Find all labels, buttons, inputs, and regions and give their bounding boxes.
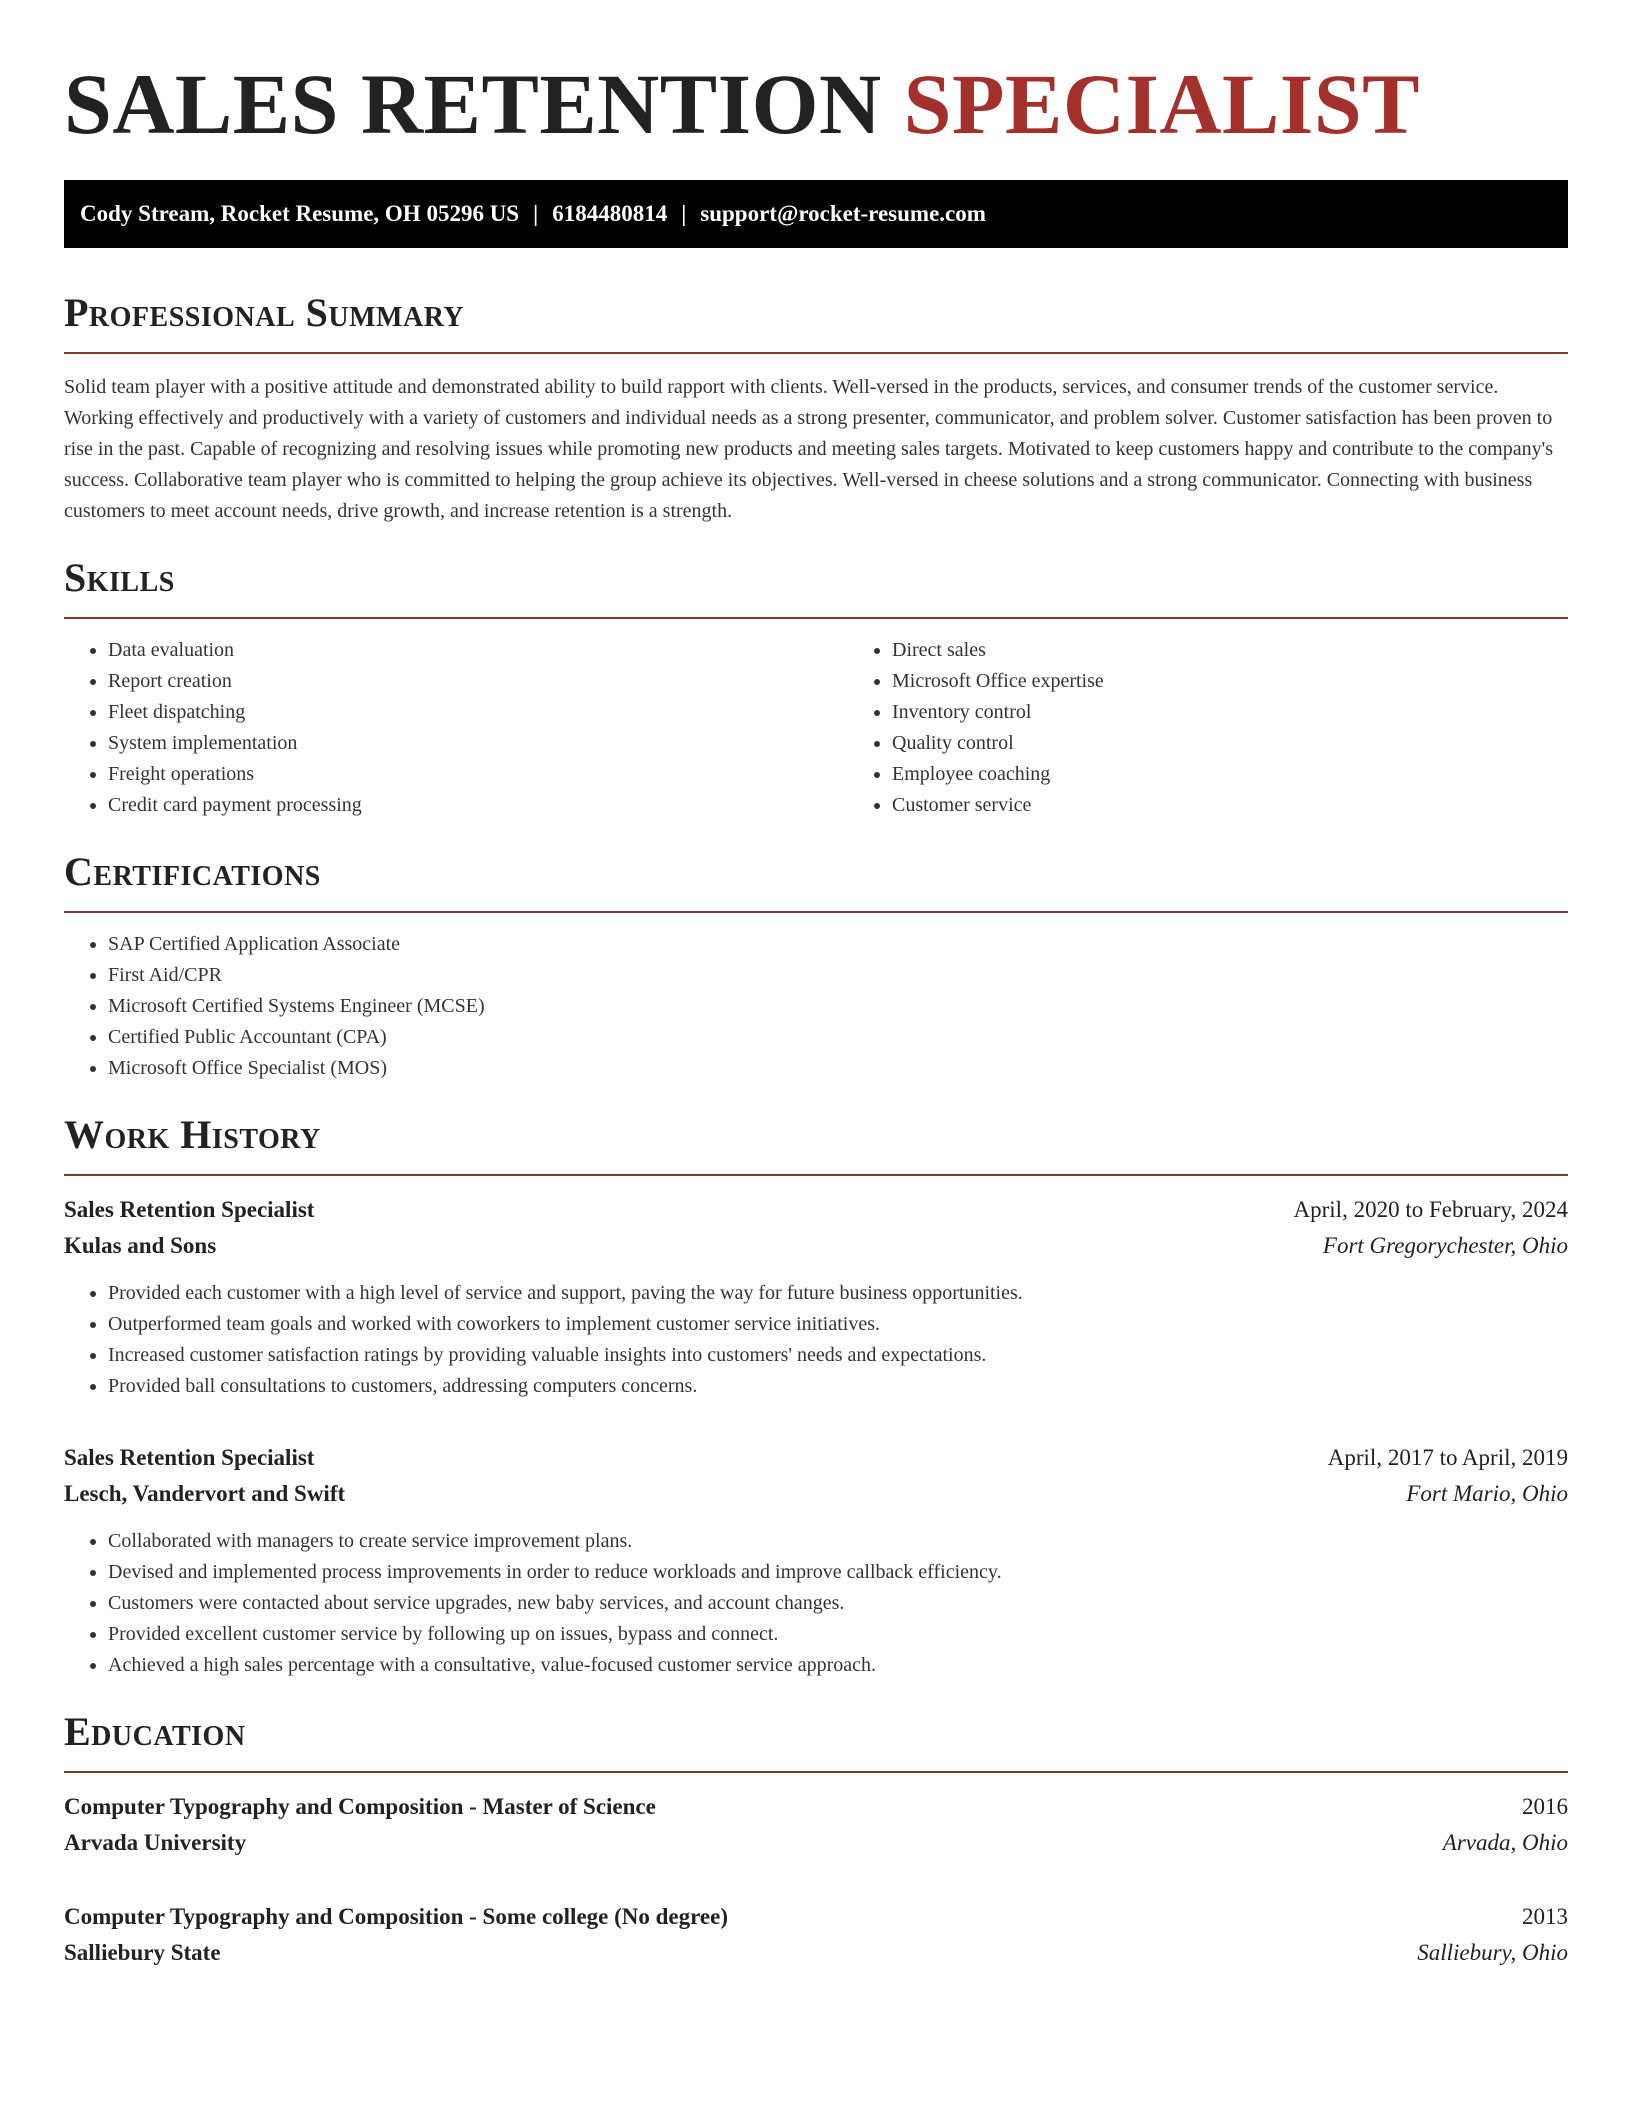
certification-item: • Microsoft Certified Systems Engineer (MCSE) [108,991,1568,1022]
skill-item: • Fleet dispatching [108,697,848,728]
skill-item: • Microsoft Office expertise [892,666,1632,697]
job-bullet: • Provided ball consultations to customers, addressing computers concerns. [108,1371,1568,1402]
contact-phone: 6184480814 [552,201,668,226]
education-school-row [64,1935,1568,1971]
education-section [64,1709,1568,1971]
certification-item: • Certified Public Accountant (CPA) [108,1022,1568,1053]
job-bullet: • Outperformed team goals and worked with coworkers to implement customer service initiatives. [108,1309,1568,1340]
job-bullet: • Devised and implemented process improvements in order to reduce workloads and improve callback efficiency. [108,1557,1568,1588]
skill-item: • Inventory control [892,697,1632,728]
job-location: Fort Gregorychester, Ohio [1322,1233,1568,1258]
contact-separator: | [681,201,687,226]
job-company-row [64,1476,1568,1512]
skill-item: • Report creation [108,666,848,697]
education-school: Arvada University [64,1830,247,1855]
section-divider [64,352,1568,354]
summary-section [64,290,1568,527]
job-title: Sales Retention Specialist [64,1445,315,1470]
job-dates: April, 2020 to February, 2024 [1293,1197,1568,1222]
resume-title [64,0,1568,154]
contact-bar [64,180,1568,248]
education-year: 2016 [1522,1794,1568,1819]
certifications-list [64,929,1568,1084]
title-main: SALES RETENTION [64,56,882,152]
job-company-row [64,1228,1568,1264]
title-accent: SPECIALIST [903,56,1421,152]
certification-item: • First Aid/CPR [108,960,1568,991]
education-year: 2013 [1522,1904,1568,1929]
section-heading: Certifications [64,849,321,894]
job-dates: April, 2017 to April, 2019 [1327,1445,1568,1470]
skills-grid [64,619,1568,821]
skill-item: • Employee coaching [892,759,1632,790]
job-header-row [64,1440,1568,1476]
job-header-row [64,1192,1568,1228]
education-entry [64,1899,1568,1971]
skill-item: • Quality control [892,728,1632,759]
skill-item: • Credit card payment processing [108,790,848,821]
education-degree: Computer Typography and Composition - Master of Science [64,1794,656,1819]
skills-list-right [848,635,1632,821]
job-bullets [64,1526,1568,1681]
section-heading: Skills [64,555,175,600]
education-entry [64,1789,1568,1861]
job-bullet: • Collaborated with managers to create service improvement plans. [108,1526,1568,1557]
section-heading: Work History [64,1112,321,1157]
skills-section [64,555,1568,821]
education-header-row [64,1789,1568,1825]
contact-separator: | [533,201,539,226]
section-divider [64,911,1568,913]
skill-item: • System implementation [108,728,848,759]
education-school-row [64,1825,1568,1861]
skills-list-left [64,635,848,821]
skill-item: • Customer service [892,790,1632,821]
education-location: Salliebury, Ohio [1417,1940,1568,1965]
section-heading: Professional Summary [64,290,465,335]
job-title: Sales Retention Specialist [64,1197,315,1222]
section-divider [64,1174,1568,1176]
job-bullet: • Increased customer satisfaction ratings by providing valuable insights into customers' needs and expectations. [108,1340,1568,1371]
job-entry [64,1192,1568,1402]
section-heading: Education [64,1709,246,1754]
certifications-section [64,849,1568,1084]
job-bullet: • Provided excellent customer service by following up on issues, bypass and connect. [108,1619,1568,1650]
skill-item: • Freight operations [108,759,848,790]
section-divider [64,1771,1568,1773]
education-location: Arvada, Ohio [1442,1830,1568,1855]
work-history-section [64,1112,1568,1681]
job-entry [64,1440,1568,1681]
education-header-row [64,1899,1568,1935]
summary-text: Solid team player with a positive attitude and demonstrated ability to build rapport with clients. Well-versed in the products, services, and consumer trends of the customer service. Working effectively and productively with a variety of customers and individual needs as a strong presenter, communicator, and problem solver. Customer satisfaction has been proven to rise in the past. Capable of recognizing and resolving issues while promoting new products and meeting sales targets. Motivated to keep customers happy and contribute to the company's success. Collaborative team player who is committed to helping the group achieve its objectives. Well-versed in cheese solutions and a strong communicator. Connecting with business customers to meet account needs, drive growth, and increase retention is a strength. [64,376,1553,522]
contact-address: Cody Stream, Rocket Resume, OH 05296 US [80,201,520,226]
job-bullets [64,1278,1568,1402]
certification-item: • Microsoft Office Specialist (MOS) [108,1053,1568,1084]
job-location: Fort Mario, Ohio [1406,1481,1568,1506]
job-bullet: • Customers were contacted about service upgrades, new baby services, and account changes. [108,1588,1568,1619]
job-company: Lesch, Vandervort and Swift [64,1481,346,1506]
skill-item: • Direct sales [892,635,1632,666]
contact-email[interactable]: support@rocket-resume.com [700,201,986,226]
job-bullet: • Achieved a high sales percentage with a consultative, value-focused customer service approach. [108,1650,1568,1681]
skill-item: • Data evaluation [108,635,848,666]
education-degree: Computer Typography and Composition - Some college (No degree) [64,1904,729,1929]
certification-item: • SAP Certified Application Associate [108,929,1568,960]
education-school: Salliebury State [64,1940,221,1965]
job-bullet: • Provided each customer with a high level of service and support, paving the way for future business opportunities. [108,1278,1568,1309]
job-company: Kulas and Sons [64,1233,217,1258]
